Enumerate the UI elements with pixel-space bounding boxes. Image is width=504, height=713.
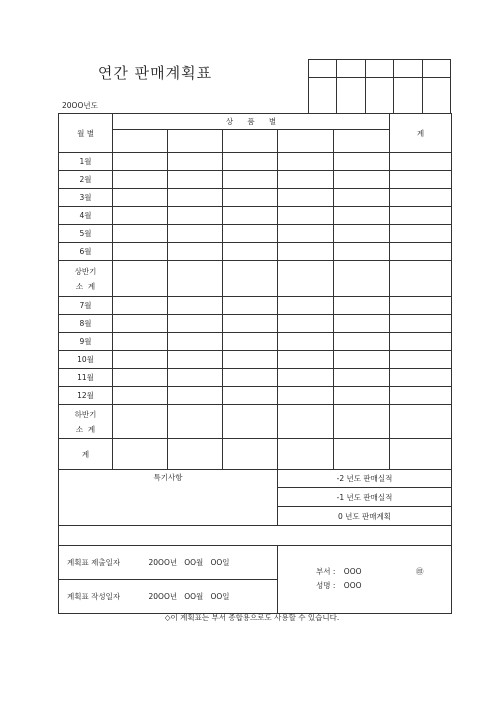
- row-label: 11월: [59, 369, 113, 387]
- total-cell[interactable]: [390, 261, 452, 297]
- record-row[interactable]: [278, 507, 452, 526]
- total-cell[interactable]: [390, 333, 452, 351]
- notes-blank-row[interactable]: [59, 526, 452, 546]
- cell[interactable]: [223, 387, 278, 405]
- subtotal-line-2: 소 계: [75, 281, 96, 291]
- cell[interactable]: [334, 439, 390, 470]
- cell[interactable]: [223, 315, 278, 333]
- cell[interactable]: [113, 439, 168, 470]
- total-cell[interactable]: [390, 225, 452, 243]
- cell[interactable]: [278, 189, 334, 207]
- row-label: 6월: [59, 243, 113, 261]
- total-cell[interactable]: [390, 369, 452, 387]
- cell[interactable]: [168, 387, 223, 405]
- total-cell[interactable]: [390, 439, 452, 470]
- total-cell[interactable]: [390, 207, 452, 225]
- total-cell[interactable]: [390, 189, 452, 207]
- special-notes-label: 특기사항: [153, 473, 183, 482]
- cell[interactable]: [223, 351, 278, 369]
- approval-cell[interactable]: [422, 78, 450, 114]
- cell[interactable]: [168, 261, 223, 297]
- cell[interactable]: [113, 153, 168, 171]
- signature-box[interactable]: [278, 546, 452, 614]
- total-cell[interactable]: [390, 171, 452, 189]
- cell[interactable]: [113, 171, 168, 189]
- subtotal-line-1: 상반기: [74, 266, 97, 276]
- cell[interactable]: [334, 225, 390, 243]
- cell[interactable]: [278, 243, 334, 261]
- grand-total-label: 계: [59, 439, 113, 470]
- record-row[interactable]: [278, 488, 452, 507]
- record-row[interactable]: [278, 470, 452, 488]
- cell[interactable]: [168, 405, 223, 439]
- cell[interactable]: [113, 189, 168, 207]
- cell[interactable]: [334, 387, 390, 405]
- cell[interactable]: [113, 261, 168, 297]
- record-label: -1 년도 판매실적: [336, 492, 393, 502]
- approval-cell[interactable]: [394, 60, 422, 78]
- cell[interactable]: [168, 369, 223, 387]
- submit-date-label: 계획표 제출일자: [67, 558, 121, 567]
- product-col-4[interactable]: [278, 130, 334, 153]
- cell[interactable]: [278, 351, 334, 369]
- record-label: -2 년도 판매실적: [336, 474, 393, 483]
- total-cell[interactable]: [390, 153, 452, 171]
- cell[interactable]: [223, 405, 278, 439]
- total-header: 계: [390, 114, 452, 153]
- subtotal-label-second-half: [59, 405, 113, 439]
- total-cell[interactable]: [390, 315, 452, 333]
- total-cell[interactable]: [390, 387, 452, 405]
- product-col-5[interactable]: [334, 130, 390, 153]
- product-col-1[interactable]: [113, 130, 168, 153]
- subtotal-label-first-half: [59, 261, 113, 297]
- cell[interactable]: [223, 333, 278, 351]
- write-date-label: 계획표 작성일자: [67, 592, 121, 601]
- page-title: 연간 판매계획표: [97, 64, 213, 82]
- cell[interactable]: [278, 153, 334, 171]
- cell[interactable]: [168, 207, 223, 225]
- approval-cell[interactable]: [337, 60, 365, 78]
- total-cell[interactable]: [390, 243, 452, 261]
- row-label: 1월: [59, 153, 113, 171]
- name-value: OOO: [343, 580, 362, 590]
- cell[interactable]: [113, 351, 168, 369]
- cell[interactable]: [334, 405, 390, 439]
- cell[interactable]: [113, 387, 168, 405]
- approval-cell[interactable]: [309, 78, 337, 114]
- cell[interactable]: [334, 207, 390, 225]
- cell[interactable]: [223, 369, 278, 387]
- subtotal-line-2: 소 계: [75, 424, 96, 434]
- cell[interactable]: [334, 153, 390, 171]
- cell[interactable]: [168, 351, 223, 369]
- row-label: 9월: [59, 333, 113, 351]
- row-label: 2월: [59, 171, 113, 189]
- cell[interactable]: [223, 153, 278, 171]
- cell[interactable]: [334, 315, 390, 333]
- cell[interactable]: [223, 171, 278, 189]
- cell[interactable]: [334, 189, 390, 207]
- approval-cell[interactable]: [422, 60, 450, 78]
- record-label: 0 년도 판매계획: [338, 511, 392, 521]
- special-notes-box[interactable]: [59, 470, 278, 526]
- approval-cell[interactable]: [309, 60, 337, 78]
- dept-value: OOO: [343, 566, 362, 576]
- cell[interactable]: [113, 315, 168, 333]
- cell[interactable]: [278, 171, 334, 189]
- approval-cell[interactable]: [337, 78, 365, 114]
- cell[interactable]: [168, 189, 223, 207]
- cell[interactable]: [223, 261, 278, 297]
- row-label: 12월: [59, 387, 113, 405]
- sales-plan-table: [58, 113, 452, 614]
- footer-note: ◇이 계획표는 부서 종합용으로도 사용할 수 있습니다.: [164, 613, 340, 622]
- row-label: 3월: [59, 189, 113, 207]
- cell[interactable]: [168, 439, 223, 470]
- cell[interactable]: [168, 333, 223, 351]
- product-col-2[interactable]: [168, 130, 223, 153]
- cell[interactable]: [334, 333, 390, 351]
- cell[interactable]: [223, 225, 278, 243]
- row-label: 7월: [59, 297, 113, 315]
- cell[interactable]: [278, 405, 334, 439]
- cell[interactable]: [334, 171, 390, 189]
- cell[interactable]: [334, 243, 390, 261]
- month-header: 월 별: [59, 114, 113, 153]
- total-cell[interactable]: [390, 297, 452, 315]
- cell[interactable]: [113, 333, 168, 351]
- approval-cell[interactable]: [365, 60, 393, 78]
- total-cell[interactable]: [390, 405, 452, 439]
- submit-date-value: 20OO년 OO월 OO일: [148, 558, 230, 567]
- cell[interactable]: [113, 243, 168, 261]
- approval-grid: [308, 59, 451, 114]
- product-header: 상 품 별: [113, 114, 390, 130]
- cell[interactable]: [168, 171, 223, 189]
- cell[interactable]: [168, 297, 223, 315]
- cell[interactable]: [334, 297, 390, 315]
- dept-label: 부서 :: [316, 566, 336, 576]
- cell[interactable]: [223, 189, 278, 207]
- product-col-3[interactable]: [223, 130, 278, 153]
- cell[interactable]: [223, 297, 278, 315]
- cell[interactable]: [278, 225, 334, 243]
- cell[interactable]: [223, 207, 278, 225]
- row-label: 10월: [59, 351, 113, 369]
- cell[interactable]: [223, 439, 278, 470]
- cell[interactable]: [334, 261, 390, 297]
- cell[interactable]: [113, 225, 168, 243]
- cell[interactable]: [113, 369, 168, 387]
- total-cell[interactable]: [390, 351, 452, 369]
- cell[interactable]: [278, 439, 334, 470]
- approval-cell[interactable]: [394, 78, 422, 114]
- cell[interactable]: [278, 261, 334, 297]
- cell[interactable]: [278, 207, 334, 225]
- subtotal-line-1: 하반기: [74, 409, 97, 419]
- cell[interactable]: [278, 333, 334, 351]
- row-label: 4월: [59, 207, 113, 225]
- year-label: 20OO년도: [62, 101, 98, 110]
- row-label: 5월: [59, 225, 113, 243]
- submit-date-row[interactable]: [59, 546, 278, 580]
- cell[interactable]: [168, 315, 223, 333]
- seal-icon: ㊞: [416, 566, 424, 576]
- cell[interactable]: [334, 369, 390, 387]
- cell[interactable]: [168, 243, 223, 261]
- cell[interactable]: [168, 153, 223, 171]
- cell[interactable]: [113, 405, 168, 439]
- cell[interactable]: [278, 369, 334, 387]
- cell[interactable]: [334, 351, 390, 369]
- cell[interactable]: [168, 225, 223, 243]
- cell[interactable]: [113, 207, 168, 225]
- cell[interactable]: [278, 387, 334, 405]
- cell[interactable]: [223, 243, 278, 261]
- cell[interactable]: [113, 297, 168, 315]
- cell[interactable]: [278, 297, 334, 315]
- cell[interactable]: [278, 315, 334, 333]
- row-label: 8월: [59, 315, 113, 333]
- name-label: 성명 :: [316, 580, 336, 590]
- write-date-value: 20OO년 OO월 OO일: [148, 592, 230, 601]
- approval-cell[interactable]: [365, 78, 393, 114]
- write-date-row[interactable]: [59, 580, 278, 614]
